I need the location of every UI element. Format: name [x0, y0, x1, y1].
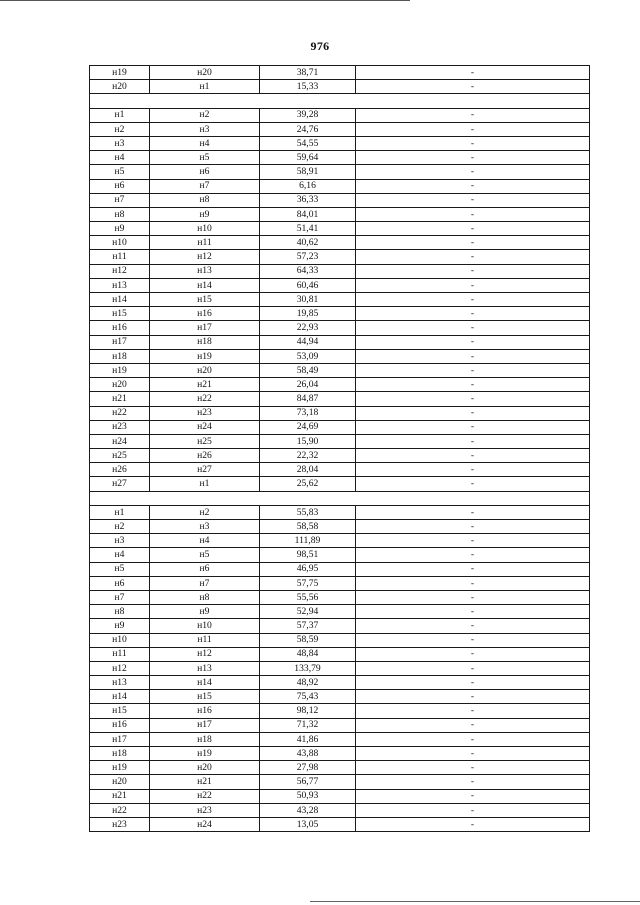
table-row	[90, 732, 590, 746]
length-cell: 75,43	[260, 690, 356, 704]
note-cell: -	[356, 520, 590, 534]
from-point-cell: н11	[90, 647, 150, 661]
to-point-cell: н21	[150, 378, 260, 392]
table-row	[90, 250, 590, 264]
to-point-cell: н22	[150, 789, 260, 803]
from-point-cell: н23	[90, 420, 150, 434]
to-point-cell: н20	[150, 761, 260, 775]
length-cell: 73,18	[260, 406, 356, 420]
table-row	[90, 747, 590, 761]
from-point-cell: н24	[90, 434, 150, 448]
length-cell: 58,49	[260, 363, 356, 377]
table-row	[90, 307, 590, 321]
section-separator-row	[90, 94, 590, 108]
from-point-cell: н25	[90, 449, 150, 463]
to-point-cell: н22	[150, 392, 260, 406]
length-cell: 40,62	[260, 236, 356, 250]
length-cell: 98,12	[260, 704, 356, 718]
length-cell: 51,41	[260, 222, 356, 236]
from-point-cell: н5	[90, 562, 150, 576]
note-cell: -	[356, 817, 590, 831]
length-cell: 44,94	[260, 335, 356, 349]
boundary-segments-table	[89, 65, 590, 832]
length-cell: 26,04	[260, 378, 356, 392]
from-point-cell: н17	[90, 335, 150, 349]
from-point-cell: н12	[90, 661, 150, 675]
from-point-cell: н10	[90, 236, 150, 250]
note-cell: -	[356, 335, 590, 349]
scan-edge-line-bottom	[310, 901, 640, 902]
table-row	[90, 136, 590, 150]
table-row	[90, 420, 590, 434]
to-point-cell: н24	[150, 817, 260, 831]
to-point-cell: н27	[150, 463, 260, 477]
from-point-cell: н27	[90, 477, 150, 491]
note-cell: -	[356, 293, 590, 307]
from-point-cell: н4	[90, 151, 150, 165]
from-point-cell: н22	[90, 406, 150, 420]
to-point-cell: н24	[150, 420, 260, 434]
from-point-cell: н19	[90, 761, 150, 775]
table-row	[90, 775, 590, 789]
table-row	[90, 463, 590, 477]
to-point-cell: н10	[150, 222, 260, 236]
note-cell: -	[356, 406, 590, 420]
from-point-cell: н13	[90, 278, 150, 292]
to-point-cell: н3	[150, 122, 260, 136]
from-point-cell: н5	[90, 165, 150, 179]
table-row	[90, 392, 590, 406]
note-cell: -	[356, 264, 590, 278]
note-cell: -	[356, 775, 590, 789]
note-cell: -	[356, 434, 590, 448]
to-point-cell: н13	[150, 264, 260, 278]
to-point-cell: н16	[150, 704, 260, 718]
to-point-cell: н8	[150, 590, 260, 604]
from-point-cell: н11	[90, 250, 150, 264]
length-cell: 6,16	[260, 179, 356, 193]
to-point-cell: н10	[150, 619, 260, 633]
to-point-cell: н8	[150, 193, 260, 207]
table-row	[90, 222, 590, 236]
length-cell: 36,33	[260, 193, 356, 207]
length-cell: 15,33	[260, 80, 356, 94]
table-row	[90, 505, 590, 519]
note-cell: -	[356, 392, 590, 406]
note-cell: -	[356, 562, 590, 576]
note-cell: -	[356, 761, 590, 775]
from-point-cell: н21	[90, 392, 150, 406]
table-body	[90, 66, 590, 832]
table-row	[90, 789, 590, 803]
table-row	[90, 207, 590, 221]
length-cell: 28,04	[260, 463, 356, 477]
from-point-cell: н8	[90, 605, 150, 619]
table-row	[90, 165, 590, 179]
note-cell: -	[356, 633, 590, 647]
table-row	[90, 378, 590, 392]
length-cell: 43,28	[260, 803, 356, 817]
to-point-cell: н5	[150, 151, 260, 165]
from-point-cell: н26	[90, 463, 150, 477]
from-point-cell: н14	[90, 293, 150, 307]
note-cell: -	[356, 179, 590, 193]
note-cell: -	[356, 122, 590, 136]
table-row	[90, 179, 590, 193]
length-cell: 43,88	[260, 747, 356, 761]
note-cell: -	[356, 349, 590, 363]
section-separator-row	[90, 491, 590, 505]
from-point-cell: н3	[90, 534, 150, 548]
from-point-cell: н16	[90, 718, 150, 732]
to-point-cell: н20	[150, 363, 260, 377]
table-row	[90, 761, 590, 775]
note-cell: -	[356, 108, 590, 122]
from-point-cell: н1	[90, 108, 150, 122]
note-cell: -	[356, 647, 590, 661]
to-point-cell: н12	[150, 647, 260, 661]
to-point-cell: н26	[150, 449, 260, 463]
note-cell: -	[356, 548, 590, 562]
note-cell: -	[356, 463, 590, 477]
note-cell: -	[356, 222, 590, 236]
table-row	[90, 548, 590, 562]
length-cell: 38,71	[260, 66, 356, 80]
from-point-cell: н20	[90, 378, 150, 392]
note-cell: -	[356, 165, 590, 179]
length-cell: 84,01	[260, 207, 356, 221]
length-cell: 56,77	[260, 775, 356, 789]
table-row	[90, 690, 590, 704]
note-cell: -	[356, 378, 590, 392]
length-cell: 111,89	[260, 534, 356, 548]
length-cell: 98,51	[260, 548, 356, 562]
page-number: 976	[310, 39, 330, 53]
table-row	[90, 633, 590, 647]
to-point-cell: н4	[150, 534, 260, 548]
from-point-cell: н6	[90, 576, 150, 590]
scan-edge-line-top	[0, 0, 410, 1]
table-row	[90, 80, 590, 94]
to-point-cell: н18	[150, 335, 260, 349]
to-point-cell: н2	[150, 108, 260, 122]
to-point-cell: н23	[150, 803, 260, 817]
table-row	[90, 122, 590, 136]
length-cell: 57,23	[260, 250, 356, 264]
length-cell: 27,98	[260, 761, 356, 775]
from-point-cell: н13	[90, 676, 150, 690]
length-cell: 71,32	[260, 718, 356, 732]
note-cell: -	[356, 718, 590, 732]
to-point-cell: н19	[150, 349, 260, 363]
from-point-cell: н7	[90, 590, 150, 604]
note-cell: -	[356, 505, 590, 519]
from-point-cell: н10	[90, 633, 150, 647]
from-point-cell: н16	[90, 321, 150, 335]
note-cell: -	[356, 151, 590, 165]
from-point-cell: н20	[90, 775, 150, 789]
note-cell: -	[356, 278, 590, 292]
note-cell: -	[356, 619, 590, 633]
from-point-cell: н7	[90, 193, 150, 207]
table-row	[90, 278, 590, 292]
length-cell: 22,32	[260, 449, 356, 463]
to-point-cell: н17	[150, 718, 260, 732]
from-point-cell: н21	[90, 789, 150, 803]
note-cell: -	[356, 789, 590, 803]
length-cell: 64,33	[260, 264, 356, 278]
to-point-cell: н25	[150, 434, 260, 448]
to-point-cell: н15	[150, 293, 260, 307]
from-point-cell: н9	[90, 619, 150, 633]
table-row	[90, 363, 590, 377]
note-cell: -	[356, 250, 590, 264]
note-cell: -	[356, 193, 590, 207]
note-cell: -	[356, 704, 590, 718]
to-point-cell: н9	[150, 605, 260, 619]
length-cell: 55,56	[260, 590, 356, 604]
length-cell: 24,76	[260, 122, 356, 136]
from-point-cell: н19	[90, 66, 150, 80]
to-point-cell: н2	[150, 505, 260, 519]
length-cell: 52,94	[260, 605, 356, 619]
note-cell: -	[356, 690, 590, 704]
from-point-cell: н18	[90, 349, 150, 363]
table-row	[90, 534, 590, 548]
to-point-cell: н11	[150, 633, 260, 647]
to-point-cell: н7	[150, 576, 260, 590]
note-cell: -	[356, 321, 590, 335]
table-row	[90, 293, 590, 307]
from-point-cell: н6	[90, 179, 150, 193]
note-cell: -	[356, 534, 590, 548]
to-point-cell: н16	[150, 307, 260, 321]
from-point-cell: н12	[90, 264, 150, 278]
note-cell: -	[356, 207, 590, 221]
from-point-cell: н2	[90, 122, 150, 136]
length-cell: 48,92	[260, 676, 356, 690]
note-cell: -	[356, 477, 590, 491]
from-point-cell: н15	[90, 704, 150, 718]
to-point-cell: н1	[150, 80, 260, 94]
to-point-cell: н11	[150, 236, 260, 250]
note-cell: -	[356, 307, 590, 321]
from-point-cell: н17	[90, 732, 150, 746]
table-row	[90, 66, 590, 80]
length-cell: 59,64	[260, 151, 356, 165]
note-cell: -	[356, 676, 590, 690]
length-cell: 133,79	[260, 661, 356, 675]
table-row	[90, 321, 590, 335]
length-cell: 57,75	[260, 576, 356, 590]
note-cell: -	[356, 136, 590, 150]
table-row	[90, 704, 590, 718]
table-row	[90, 449, 590, 463]
to-point-cell: н9	[150, 207, 260, 221]
table-row	[90, 151, 590, 165]
table-row	[90, 349, 590, 363]
length-cell: 22,93	[260, 321, 356, 335]
length-cell: 55,83	[260, 505, 356, 519]
to-point-cell: н4	[150, 136, 260, 150]
table-row	[90, 803, 590, 817]
length-cell: 39,28	[260, 108, 356, 122]
length-cell: 48,84	[260, 647, 356, 661]
section-separator-cell	[90, 491, 590, 505]
note-cell: -	[356, 803, 590, 817]
length-cell: 25,62	[260, 477, 356, 491]
table-row	[90, 605, 590, 619]
to-point-cell: н13	[150, 661, 260, 675]
length-cell: 15,90	[260, 434, 356, 448]
note-cell: -	[356, 590, 590, 604]
table-row	[90, 718, 590, 732]
table-row	[90, 661, 590, 675]
length-cell: 54,55	[260, 136, 356, 150]
from-point-cell: н18	[90, 747, 150, 761]
to-point-cell: н1	[150, 477, 260, 491]
table-row	[90, 434, 590, 448]
length-cell: 41,86	[260, 732, 356, 746]
from-point-cell: н8	[90, 207, 150, 221]
to-point-cell: н17	[150, 321, 260, 335]
from-point-cell: н14	[90, 690, 150, 704]
length-cell: 58,91	[260, 165, 356, 179]
length-cell: 60,46	[260, 278, 356, 292]
note-cell: -	[356, 732, 590, 746]
length-cell: 13,05	[260, 817, 356, 831]
table-row	[90, 406, 590, 420]
from-point-cell: н2	[90, 520, 150, 534]
to-point-cell: н18	[150, 732, 260, 746]
table-row	[90, 562, 590, 576]
from-point-cell: н22	[90, 803, 150, 817]
table-row	[90, 676, 590, 690]
from-point-cell: н15	[90, 307, 150, 321]
length-cell: 24,69	[260, 420, 356, 434]
section-separator-cell	[90, 94, 590, 108]
to-point-cell: н6	[150, 165, 260, 179]
to-point-cell: н7	[150, 179, 260, 193]
table-row	[90, 520, 590, 534]
note-cell: -	[356, 449, 590, 463]
length-cell: 19,85	[260, 307, 356, 321]
table-row	[90, 108, 590, 122]
table-row	[90, 236, 590, 250]
to-point-cell: н19	[150, 747, 260, 761]
note-cell: -	[356, 80, 590, 94]
table-row	[90, 590, 590, 604]
note-cell: -	[356, 420, 590, 434]
length-cell: 50,93	[260, 789, 356, 803]
from-point-cell: н4	[90, 548, 150, 562]
from-point-cell: н20	[90, 80, 150, 94]
table-row	[90, 647, 590, 661]
note-cell: -	[356, 363, 590, 377]
to-point-cell: н14	[150, 676, 260, 690]
table-row	[90, 477, 590, 491]
table-row	[90, 193, 590, 207]
note-cell: -	[356, 747, 590, 761]
note-cell: -	[356, 236, 590, 250]
from-point-cell: н1	[90, 505, 150, 519]
note-cell: -	[356, 605, 590, 619]
length-cell: 53,09	[260, 349, 356, 363]
length-cell: 57,37	[260, 619, 356, 633]
to-point-cell: н23	[150, 406, 260, 420]
length-cell: 58,59	[260, 633, 356, 647]
to-point-cell: н14	[150, 278, 260, 292]
to-point-cell: н20	[150, 66, 260, 80]
from-point-cell: н3	[90, 136, 150, 150]
from-point-cell: н19	[90, 363, 150, 377]
table-row	[90, 619, 590, 633]
length-cell: 46,95	[260, 562, 356, 576]
table-row	[90, 335, 590, 349]
to-point-cell: н5	[150, 548, 260, 562]
length-cell: 30,81	[260, 293, 356, 307]
from-point-cell: н9	[90, 222, 150, 236]
note-cell: -	[356, 661, 590, 675]
note-cell: -	[356, 66, 590, 80]
length-cell: 84,87	[260, 392, 356, 406]
to-point-cell: н12	[150, 250, 260, 264]
from-point-cell: н23	[90, 817, 150, 831]
to-point-cell: н3	[150, 520, 260, 534]
note-cell: -	[356, 576, 590, 590]
to-point-cell: н6	[150, 562, 260, 576]
length-cell: 58,58	[260, 520, 356, 534]
table-row	[90, 576, 590, 590]
to-point-cell: н15	[150, 690, 260, 704]
to-point-cell: н21	[150, 775, 260, 789]
table-row	[90, 264, 590, 278]
table-row	[90, 817, 590, 831]
